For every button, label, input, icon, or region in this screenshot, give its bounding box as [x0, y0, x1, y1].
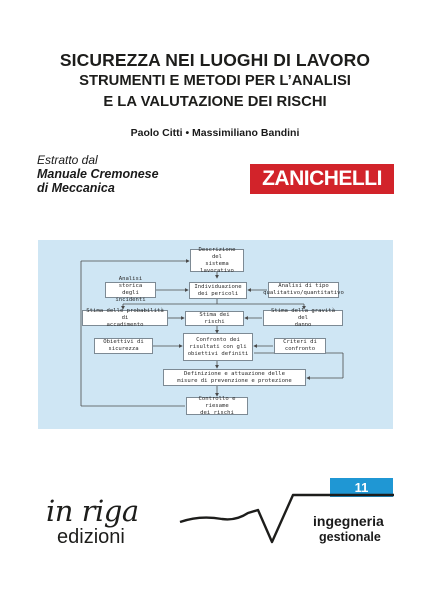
- series-name: [313, 513, 384, 545]
- book-title: SICUREZZA NEI LUOGHI DI LAVORO: [59, 50, 371, 70]
- series-logo-editions: edizioni: [57, 526, 125, 548]
- box-safety-goals: Obiettivi di sicurezza: [94, 338, 153, 354]
- extract-source-line2: di Meccanica: [37, 181, 115, 195]
- extract-source-line1: Manuale Cremonese: [37, 167, 159, 181]
- box-hazard-identification: Individuazione dei pericoli: [189, 282, 247, 299]
- book-subtitle-line2: E LA VALUTAZIONE DEI RISCHI: [103, 94, 327, 110]
- box-historical-analysis: Analisi storica degli incidenti: [105, 282, 156, 298]
- book-subtitle-line1: STRUMENTI E METODI PER L’ANALISI: [79, 73, 351, 89]
- box-results-comparison: Confronto dei risultati con gli obiettivi definiti: [183, 333, 253, 361]
- box-system-description: Descrizione del sistema lavorativo: [190, 249, 244, 272]
- box-risk-control: Controllo e riesame dei rischi: [186, 397, 248, 415]
- box-probability-estimate: Stima delle probabilità di accadimento: [82, 310, 168, 326]
- series-logo-script: in riga: [46, 494, 139, 528]
- box-severity-estimate: Stima della gravità del danno: [263, 310, 343, 326]
- series-number-badge: 11: [330, 478, 393, 497]
- series-name-line1: ingegneria: [313, 513, 384, 529]
- box-prevention-measures: Definizione e attuazione delle misure di prevenzione e protezione: [163, 369, 306, 386]
- box-risk-estimate: Stima dei rischi: [185, 311, 244, 326]
- series-name-line2: gestionale: [319, 530, 381, 544]
- box-comparison-criteria: Criteri di confronto: [274, 338, 326, 354]
- authors: Paolo Citti • Massimiliano Bandini: [130, 127, 300, 139]
- box-analysis-type: Analisi di tipo qualitativo/quantitativo: [263, 283, 344, 296]
- extract-label: Estratto dal: [37, 153, 98, 167]
- publisher-logo: ZANICHELLI: [250, 164, 394, 194]
